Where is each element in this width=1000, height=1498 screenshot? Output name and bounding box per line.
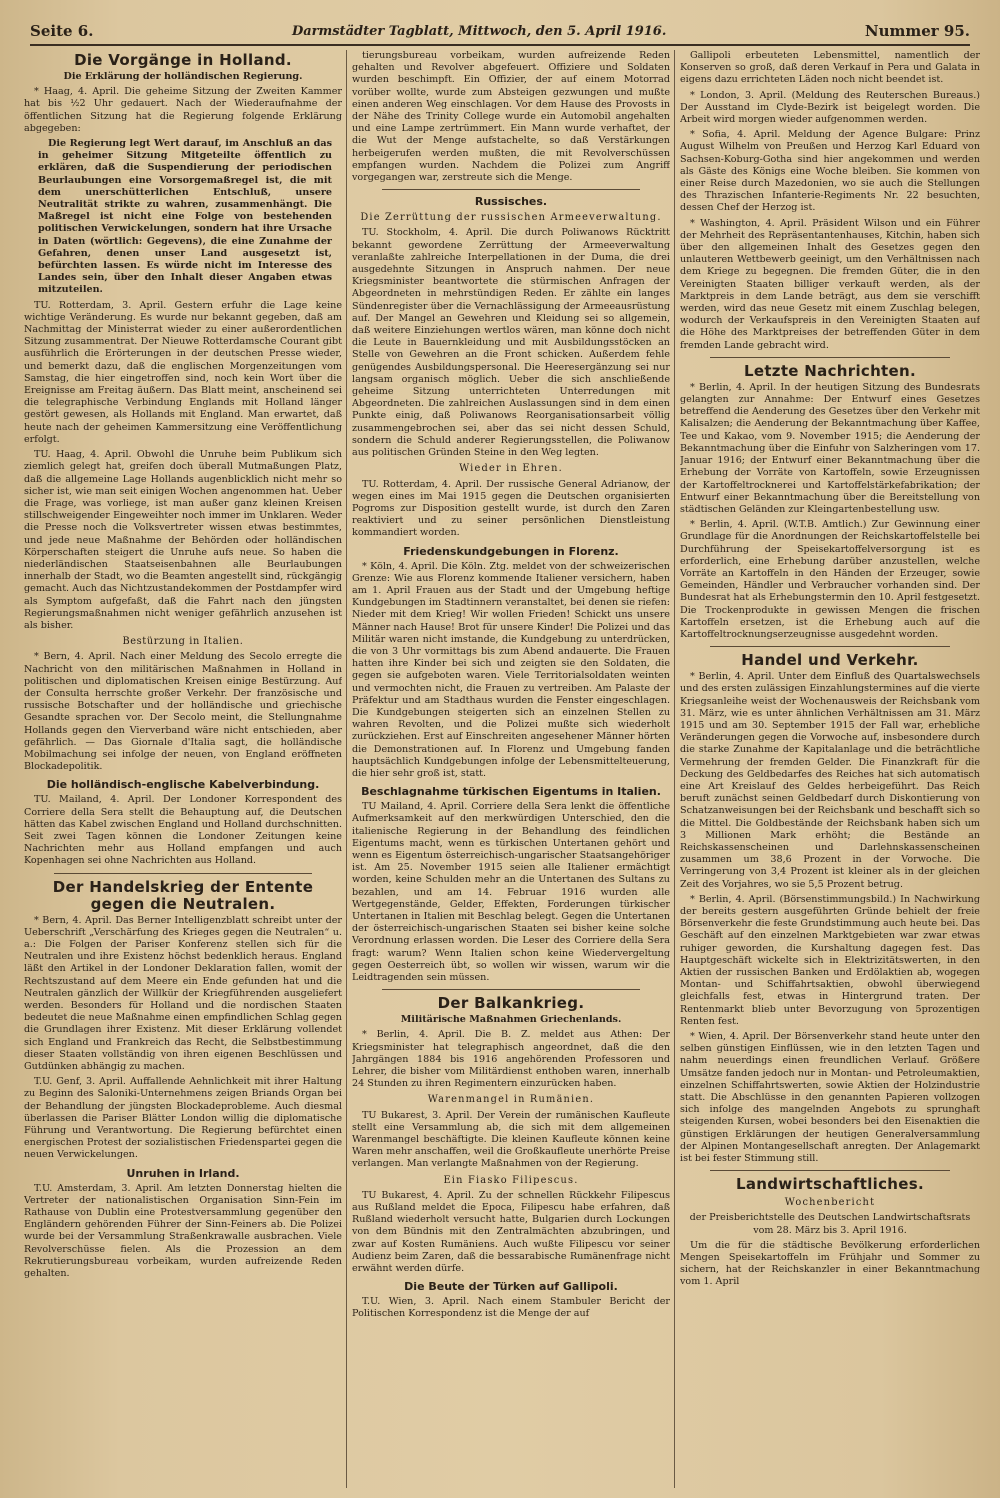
government-statement: Die Regierung legt Wert darauf, im Anschluß an das in geheimer Sitzung Mitgeteilte öffentlich zu erklären, daß die Suspendierung der periodischen Beurlaubungen eine Vorsorgemaßregel ist, die mit dem unerschütterlichen Entschluß, unsere Neutralität strikte zu wahren, zusammenhängt. Die Maßregel ist nicht eine Folge von bestehenden politischen Verwickelungen, sondern hat ihre Ursache in Daten (wörtlich: Gegevens), die eine Zunahme der Gefahren, denen unser Land ausgesetzt ist, befürchten lassen. Es würde nicht im Interesse des Landes sein, über den Inhalt dieser Angaben etwas mitzuteilen.: [38, 138, 332, 296]
article-paragraph: Gallipoli erbeuteten Lebensmittel, namentlich der Konserven so groß, daß deren Verkauf in Pera und Galata in eigens dazu errichteten Läden noch nicht beendet ist.: [680, 50, 980, 86]
column-2: [352, 50, 670, 1488]
article-paragraph: T.U. Amsterdam, 3. April. Am letzten Donnerstag hielten die Vertreter der nationalistischen Organisation Sinn-Fein im Rathause von Dublin eine Protestversammlung gegenüber den Engländern gehörenden Führer der Sinn-Feiners ab. Die Polizei wurde bei der Versammlung Straßenkrawalle ausbrachen. Viele Revolverschüsse fielen. Als die Prozession an dem Rekrutierungsbureau vorbeikam, wurden aufreizende Reden gehalten.: [24, 1182, 342, 1280]
article-paragraph: * Wien, 4. April. Der Börsenverkehr stand heute unter den selben günstigen Einflüssen, wie in den letzten Tagen und nahm neuerdings einen freundlichen Verlauf. Größere Umsätze fanden jedoch nur in Montan- und Petroleumaktien, einzelnen Schiffahrtswerten, sowie Aktien der Holzindustrie statt. Die Abschlüsse in den genannten Papieren vollzogen sich infolge des mangelnden Angebots zu sprunghaft steigenden Kursen, wobei besonders bei den Eisenaktien die günstigen Erklärungen der heutigen Generalversammlung der Alpinen Montangesellschaft anregten. Der Anlagemarkt ist bei fester Stimmung still.: [680, 1031, 980, 1165]
section-divider: [710, 357, 950, 358]
article-paragraph: TU. Rotterdam, 4. April. Der russische General Adrianow, der wegen eines im Mai 1915 gegen die Deutschen organisierten Pogroms zur Disposition gestellt wurde, ist durch den Zaren reaktiviert und zu seiner persönlichen Dienstleistung kommandiert worden.: [352, 478, 670, 539]
article-paragraph: TU. Mailand, 4. April. Der Londoner Korrespondent des Corriere della Sera stellt die Behauptung auf, die Deutschen hätten das Kabel zwischen England und Holland durchschnitten. Seit zwei Tagen können die Londoner Zeitungen keine Nachrichten mehr aus Holland empfangen und auch Kopenhagen sei ohne Nachrichten aus Holland.: [24, 794, 342, 867]
article-paragraph: * Bern, 4. April. Nach einer Meldung des Secolo erregte die Nachricht von den militärischen Maßnahmen in Holland in politischen und diplomatischen Kreisen einige Bestürzung. Auf der Consulta herrschte großer Verkehr. Der französische und russische Botschafter und der holländische und griechische Gesandte sprachen vor. Der Secolo meint, die Stellungnahme Hollands gegen den Vierverband wäre nicht entschieden, aber gefährlich. — Das Giornale d'Italia sagt, die holländische Mobilmachung sei infolge der neuen, von England eröffneten Blockadepolitik.: [24, 651, 342, 773]
article-paragraph: * Berlin, 4. April. (Börsenstimmungsbild.) In Nachwirkung der bereits gestern ausgeführten Gründe behielt der freie Börsenverkehr die feste Grundstimmung auch heute bei. Das Geschäft auf den einzelnen Marktgebieten war zwar etwas ruhiger geworden, die Kurshaltung dagegen fest. Das Hauptgeschäft wickelte sich in Elektrizitätswerten, in den Aktien der russischen Banken und Erdölaktien ab, wogegen Montan- und Schiffahrtsaktien, obwohl überwiegend gleichfalls fest, etwas in Hintergrund traten. Der Rentenmarkt blieb unter Bevorzugung von 5prozentigen Renten fest.: [680, 893, 980, 1027]
article-paragraph: * Washington, 4. April. Präsident Wilson und ein Führer der Mehrheit des Repräsentantenhauses, Kitchin, haben sich über den allgemeinen Inhalt des Gesetzes gegen den unlauteren Wettbewerb geeinigt, um den Verhältnissen nach dem Kriege zu begegnen. Die fremden Güter, die in den Vereinigten Staaten billiger verkauft werden, als der Marktpreis in dem Lande beträgt, aus dem sie verschifft werden, wird das neue Gesetz mit einem Zuschlag belegen, wodurch der Verkaufspreis in den Vereinigten Staaten auf die Höhe des Marktpreises der betreffenden Güter in dem fremden Lande gebracht wird.: [680, 217, 980, 351]
article-paragraph: * London, 3. April. (Meldung des Reuterschen Bureaus.) Der Ausstand im Clyde-Bezirk ist beigelegt worden. Die Arbeit wird morgen wieder aufgenommen werden.: [680, 89, 980, 126]
headline-kabel: Die holländisch-englische Kabelverbindung.: [46, 778, 320, 792]
article-paragraph: * Haag, 4. April. Die geheime Sitzung der Zweiten Kammer hat bis ½2 Uhr gedauert. Nach der Wiederaufnahme der öffentlichen Sitzung hat die Regierung folgende Erklärung abgegeben:: [24, 86, 342, 134]
headline-letzte-nachrichten: Letzte Nachrichten.: [744, 361, 916, 380]
section-divider: [54, 873, 312, 874]
article-paragraph: * Sofia, 4. April. Meldung der Agence Bulgare: Prinz August Wilhelm von Preußen und Herzog Karl Eduard von Sachsen-Koburg-Gotha sind hier angekommen und werden als Gäste des Königs eine Woche bleiben. Sie kommen von einer Reise durch Mazedonien, wo sie auch die Stellungen des Thrazischen Infanterie-Regiments Nr. 22 besuchten, dessen Chef der Herzog ist.: [680, 129, 980, 214]
page-number-label: Seite 6.: [30, 22, 94, 40]
headline-holland: Die Vorgänge in Holland.: [74, 51, 292, 69]
article-paragraph: TU. Rotterdam, 3. April. Gestern erfuhr die Lage keine wichtige Veränderung. Es wurde nur bekannt gegeben, daß am Nachmittag der Ministerrat wieder zu einer außerordentlichen Sitzung zusammentrat. Der Nieuwe Rotterdamsche Courant gibt ausführlich die Erörterungen in der deutschen Presse wieder, und bemerkt dazu, daß die englischen Morgenzeitungen vom Samstag, die hier eingetroffen sind, noch kein Wort über die Ereignisse am Freitag äußern. Das Blatt meint, anscheinend sei die telegraphische Verbindung Englands mit Holland länger gestört gewesen, als Hollands mit England. Man erwartet, daß heute nach der geheimen Kammersitzung eine Veröffentlichung erfolgt.: [24, 299, 342, 445]
article-paragraph: * Berlin, 4. April. In der heutigen Sitzung des Bundesrats gelangten zur Annahme: Der Entwurf eines Gesetzes betreffend die Aenderung des Gesetzes über den Verkehr mit Kalisalzen; die Aenderung der Bekanntmachung über Kaffee, Tee und Kakao, vom 9. November 1915; die Aenderung der Bekanntmachung über die Einfuhr von Salzheringen vom 17. Januar 1916; der Entwurf einer Bekanntmachung über die Erhebung der Vorräte von Kartoffeln, sowie Erzeugnissen der Kartoffeltrocknerei und Kartoffelstärkefabrikation; der Entwurf einer Bekanntmachung über die Bereitstellung von städtischen Geländen zur Kleingartenbestellung usw.: [680, 381, 980, 515]
issue-number: Nummer 95.: [864, 22, 970, 40]
newspaper-title: Darmstädter Tagblatt, Mittwoch, den 5. April 1916.: [291, 23, 667, 39]
masthead: [30, 18, 970, 46]
headline-italien: Bestürzung in Italien.: [122, 636, 244, 648]
headline-handel-verkehr: Handel und Verkehr.: [741, 651, 919, 670]
section-divider: [710, 1170, 950, 1171]
headline-filipescu: Ein Fiasko Filipescus.: [443, 1174, 579, 1186]
article-paragraph: T.U. Genf, 3. April. Auffallende Aehnlichkeit mit ihrer Haltung zu Beginn des Saloniki-Unternehmens zeigen Briands Organ bei der Behandlung der jüngsten Blockadeprobleme. Auch diesmal überlassen die Pariser Blätter London willig die diplomatische Führung und Verantwortung. Die Regierung befürchtet einen energischen Protest der sozialistischen Friedenspartei gegen die neuen Verwickelungen.: [24, 1076, 342, 1161]
article-paragraph: TU. Stockholm, 4. April. Die durch Poliwanows Rücktritt bekannt gewordene Zerrüttung der Armeeverwaltung veranlaßte zahlreiche Interpellationen in der Duma, die drei ausgedehnte Sitzungen in Anspruch nahmen. Der neue Kriegsminister beantwortete die stürmischen Anfragen der Abgeordneten in mehrstündigen Reden. Er zählte ein langes Sündenregister über die Vernachlässigung der Armeeausrüstung auf. Der Mangel an Gewehren und Kleidung sei so allgemein, daß weitere Einziehungen wertlos wären, man könne doch nicht die Leute in Bauernkleidung und mit Ausbildungsstöcken an Stelle von Gewehren an die Front schicken. Außerdem fehle genügendes Ausbildungspersonal. Die Heeresergänzung sei nur langsam organisch möglich. Ueber die sich anschließende geheime Sitzung unterrichteten Unterredungen mit Abgeordneten. Die zahlreichen Auslassungen sind in dem einen Punkte einig, daß Poliwanows Reorganisationsarbeit völlig zusammengebrochen sei, aber das sei nicht dessen Schuld, sondern die Schuld anderer Regierungsstellen, die Poliwanow aus politischen Gründen Steine in den Weg legten.: [352, 227, 670, 459]
article-paragraph: * Bern, 4. April. Das Berner Intelligenzblatt schreibt unter der Ueberschrift „Verschärfung des Krieges gegen die Neutralen“ u. a.: Die Folgen der Pariser Konferenz stellen sich für die Neutralen und ihre Existenz höchst bedenklich heraus. England läßt den Artikel in der Londoner Deklaration fallen, womit der Rechtszustand auf dem Meere ein Ende gefunden hat und die Neutralen gänzlich der Willkür der Kriegführenden ausgeliefert werden. Besonders für Holland und die nordischen Staaten bedeutet die neue Maßnahme einen empfindlichen Schlag gegen die Grundlagen ihrer Existenz. Mit dieser Erklärung vollendet sich England und Frankreich das Recht, die Selbstbestimmung dieser Staaten vollständig von ihren eigenen Beschlüssen und Gutdünken abhängig zu machen.: [24, 914, 342, 1073]
headline-ehren: Wieder in Ehren.: [459, 463, 563, 475]
article-paragraph: * Berlin, 4. April. (W.T.B. Amtlich.) Zur Gewinnung einer Grundlage für die Anordnungen der Reichskartoffelstelle bei Durchführung der Speisekartoffelversorgung ist es erforderlich, eine Erhebung darüber anzustellen, welche Vorräte an Kartoffeln in den Händen der Erzeuger, sowie Gemeinden, Händler und Verbraucher vorhanden sind. Der Bundesrat hat als Erhebungstermin den 10. April festgesetzt. Die Trockenprodukte in gewissen Mengen die frischen Kartoffeln ersetzen, ist die Erhebung auch auf die Kartoffeltrocknungserzeugnisse ausgedehnt worden.: [680, 519, 980, 640]
article-paragraph: tierungsbureau vorbeikam, wurden aufreizende Reden gehalten und Revolver abgefeuert. Offiziere und Soldaten wurden beschimpft. Ein Offizier, der auf einem Motorrad vorüber wollte, wurde zum Absteigen gezwungen und mußte einen anderen Weg einschlagen. Vor dem Hause des Provosts in der Nähe des Trinity College wurde ein Automobil angehalten und eine Lampe zertrümmert. Ein Mann wurde verhaftet, der die Wut der Menge aufstachelte, so daß Verstärkungen herbeigerufen werden mußten, die mit Revolverschüssen empfangen wurden. Nachdem die Polizei zum Angriff vorgegangen war, zerstreute sich die Menge.: [352, 50, 670, 184]
headline-gallipoli: Die Beute der Türken auf Gallipoli.: [404, 1280, 618, 1294]
article-paragraph: * Berlin, 4. April. Unter dem Einfluß des Quartalswechsels und des ersten zulässigen Einzahlungstermines auf die vierte Kriegsanleihe weist der Wochenausweis der Reichsbank vom 31. März, wie es unter ähnlichen Verhältnissen am 31. März 1915 und am 30. September 1915 der Fall war, erhebliche Veränderungen gegen die Vorwoche auf, insbesondere durch die starke Zunahme der Kapitalanlage und die beträchtliche Vermehrung der fremden Gelder. Die Finanzkraft für die Deckung des Geldbedarfes des Reiches hat sich automatisch eine Art Kreislauf des Geldes herbeigeführt. Das Reich beruft zunächst seinen Geldbedarf durch Diskontierung von Schatzanweisungen bei der Reichsbank und beschafft sich so die Mittel. Die Goldbestände der Reichsbank haben sich um 3 Millionen Mark erhöht; die Bestände an Reichskassenscheinen und Darlehnskassenscheinen zusammen um 38,6 Prozent in der Vorwoche. Die Verringerung von 3,4 Prozent ist kleiner als in der gleichen Zeit des Vorjahres, wo sie 5,5 Prozent betrug.: [680, 671, 980, 890]
headline-irland: Unruhen in Irland.: [126, 1166, 240, 1180]
article-paragraph: TU Bukarest, 4. April. Zu der schnellen Rückkehr Filipescus aus Rußland meldet die Epoca, Filipescu habe erfahren, daß Rußland wiederholt versucht hatte, Bulgarien durch Lockungen von dem Bündnis mit den Zentralmächten abzubringen, und zwar auf Kosten Rumäniens. Auch wußte Filipescu vor seiner Audienz beim Zaren, daß die bessarabische Rumänenfrage nicht erwähnt werden dürfe.: [352, 1189, 670, 1275]
subhead-preisbericht: der Preisberichtstelle des Deutschen Landwirtschaftsrats vom 28. März bis 3. April 1916.: [689, 1212, 971, 1236]
headline-russisches: Russisches.: [474, 195, 548, 209]
section-divider: [710, 646, 950, 647]
article-paragraph: TU Bukarest, 3. April. Der Verein der rumänischen Kaufleute stellt eine Versammlung ab, die sich mit dem allgemeinen Warenmangel beschäftigte. Die kleinen Kaufleute können keine Waren mehr anschaffen, weil die Großkaufleute unerhörte Preise verlangen. Man verlangte Maßnahmen von der Regierung.: [352, 1109, 670, 1170]
headline-balkankrieg: Der Balkankrieg.: [437, 994, 585, 1013]
article-paragraph: Um die für die städtische Bevölkerung erforderlichen Mengen Speisekartoffeln im Frühjahr und Sommer zu sichern, hat der Reichskanzler in einer Bekanntmachung vom 1. April: [680, 1239, 980, 1288]
column-1: [24, 50, 342, 1488]
article-paragraph: TU. Haag, 4. April. Obwohl die Unruhe beim Publikum sich ziemlich gelegt hat, greifen doch überall Mutmaßungen Platz, daß die allgemeine Lage Hollands augenblicklich nicht mehr so sicher ist, wie man seit einigen Wochen angenommen hat. Ueber die Frage, was vorliege, ist man außer ganz kleinen Kreisen stillschweigender Eingeweihter noch immer im Unklaren. Weder die Presse noch die Volksvertreter wissen etwas bestimmtes, und jede neue Maßnahme der Behörden oder holländischen Körperschaften steigert die Unruhe aufs neue. So haben die niederländischen Staatseisenbahnen alle Beurlaubungen innerhalb der Stadt, wo die Beamten angestellt sind, rückgängig gemacht. Auch das Nichtzustandekommen der Postdampfer wird als Symptom aufgefaßt, daß die Fahrt nach den jüngsten Regierungsmaßnahmen nicht weniger gefährlich anzusehen ist als bisher.: [24, 449, 342, 631]
section-divider: [382, 189, 640, 190]
headline-rumaenien: Warenmangel in Rumänien.: [427, 1094, 595, 1106]
column-divider: [346, 50, 347, 1488]
column-divider: [674, 50, 675, 1488]
headline-handelskrieg: Der Handelskrieg der Entente gegen die Neutralen.: [52, 877, 314, 913]
article-paragraph: * Berlin, 4. April. Die B. Z. meldet aus Athen: Der Kriegsminister hat telegraphisch angeordnet, daß die den Jahrgängen 1884 bis 1916 angehörenden Professoren und Lehrer, die bisher vom Militärdienst enthoben waren, innerhalb 24 Stunden zu ihren Regimentern einzurücken haben.: [352, 1029, 670, 1090]
subhead-balkan: Militärische Maßnahmen Griechenlands.: [400, 1014, 622, 1026]
headline-landwirtschaft: Landwirtschaftliches.: [736, 1175, 924, 1194]
subhead-wochenbericht: Wochenbericht: [784, 1197, 876, 1209]
headline-beschlagnahme: Beschlagnahme türkischen Eigentums in Italien.: [361, 785, 661, 799]
subhead-russ: Die Zerrüttung der russischen Armeeverwaltung.: [360, 212, 662, 224]
subhead-holland: Die Erklärung der holländischen Regierung.: [63, 71, 303, 82]
section-divider: [382, 989, 640, 990]
article-paragraph: * Köln, 4. April. Die Köln. Ztg. meldet von der schweizerischen Grenze: Wie aus Florenz kommende Italiener versichern, haben am 1. April Frauen aus der Stadt und der Umgebung heftige Kundgebungen im Stadtinnern veranstaltet, bei denen sie riefen: Nieder mit dem Krieg! Wir wollen Frieden! Schickt uns unsere Männer nach Hause! Brot für unsere Kinder! Die Polizei und das Militär waren nicht imstande, die Kundgebung zu unterdrücken, die von 3 Uhr vormittags bis zum Abend andauerte. Die Frauen hatten ihre Kinder bei sich und zeigten sie den Soldaten, die gegen sie aufgeboten waren. Viele Territorialsoldaten weinten und vermochten nicht, die Frauen zu vertreiben. Am Palaste der Präfektur und am Stadthaus wurden die Fenster eingeschlagen. Die Kundgebungen steigerten sich an einzelnen Stellen zu wahren Revolten, und die Polizei mußte sich wiederholt zurückziehen. Erst auf Einschreiten angesehener Männer hörten die Demonstrationen auf. In Florenz und Umgebung fanden hauptsächlich Kundgebungen infolge der Lebensmittelteuerung, die hier sehr groß ist, statt.: [352, 560, 670, 779]
headline-florenz: Friedenskundgebungen in Florenz.: [403, 544, 619, 558]
article-paragraph: TU Mailand, 4. April. Corriere della Sera lenkt die öffentliche Aufmerksamkeit auf den merkwürdigen Unterschied, den die italienische Regierung in der Behandlung des feindlichen Eigentums macht, wenn es türkischen Untertanen gehört und wenn es Eigentum österreichisch-ungarischer Staatsangehöriger ist. Am 25. November 1915 seien alle Italiener ermächtigt worden, keine Schulden mehr an die Untertanen des Sultans zu bezahlen, und am 14. Februar 1916 wurden alle Wertgegenstände, Gelder, Effekten, Forderungen türkischer Untertanen in Italien mit Beschlag belegt. Gegen die Untertanen der österreichisch-ungarischen Staaten sei bisher keine solche Verordnung erlassen worden. Die Leser des Corriere della Sera fragt: warum? Wenn Italien schon keine Wiedervergeltung gegen Oesterreich übt, so wollen wir wissen, warum wir die Leidtragenden sein müssen.: [352, 801, 670, 984]
article-paragraph: T.U. Wien, 3. April. Nach einem Stambuler Bericht der Politischen Korrespondenz ist die Menge der auf: [352, 1296, 670, 1320]
column-3: [680, 50, 980, 1488]
